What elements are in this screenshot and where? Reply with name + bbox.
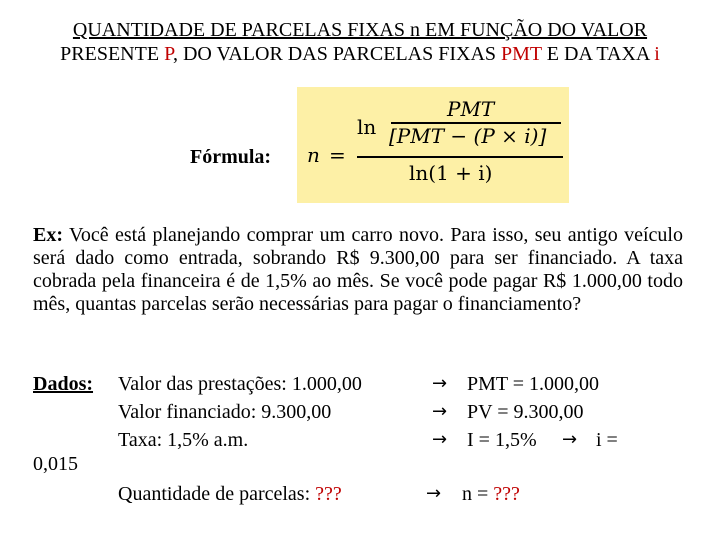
arrow-icon: → <box>432 373 448 394</box>
arrow-icon: → <box>432 401 448 422</box>
n-result <box>462 482 520 506</box>
slide-title <box>0 18 720 66</box>
n-label: n = <box>462 483 494 505</box>
dados-wrap-value: 0,015 <box>33 453 78 475</box>
main-fraction-bar <box>357 156 563 158</box>
quantity-line <box>118 482 342 506</box>
dados-label: Dados: <box>33 373 94 395</box>
example-text: Você está planejando comprar um carro novo. Para isso, seu antigo veículo será dado como entrada, sobrando R$ 9.300,00 para ser financiado. A taxa cobrada pela financeira é de 1,5% ao mês. Se você pode pagar R$ 1.000,00 todo mês, quantas parcelas serão necessárias para pagar o financiamento? <box>33 224 683 315</box>
dados-row-3-desc: Taxa: 1,5% a.m. <box>118 429 249 451</box>
quantity-label: Quantidade de parcelas: <box>118 483 316 505</box>
dados-row-1-desc: Valor das prestações: 1.000,00 <box>118 373 362 395</box>
arrow-icon: → <box>426 483 442 504</box>
n-value: ??? <box>493 483 520 505</box>
arrow-icon: → <box>562 429 578 450</box>
dados-row-2-result: PV = 9.300,00 <box>467 401 584 423</box>
dados-row-3-extra: i = <box>596 429 618 451</box>
dados-row-1-result: PMT = 1.000,00 <box>467 373 600 395</box>
formula-box <box>297 87 569 203</box>
formula-bracket-expression: [PMT − (P × i)] <box>389 124 547 148</box>
quantity-value: ??? <box>315 483 342 505</box>
formula-denominator: ln(1 + i) <box>409 161 493 185</box>
formula-pmt-numerator: PMT <box>447 97 495 121</box>
formula-n: n <box>307 143 320 167</box>
dados-row-2-desc: Valor financiado: 9.300,00 <box>118 401 332 423</box>
title-line-1: QUANTIDADE DE PARCELAS FIXAS n EM FUNÇÃO DO VALOR <box>72 19 648 41</box>
arrow-icon: → <box>432 429 448 450</box>
dados-row-3-result: I = 1,5% <box>467 429 537 451</box>
example-paragraph <box>33 224 683 316</box>
title-line-2: PRESENTE P, DO VALOR DAS PARCELAS FIXAS PMT E DA TAXA i <box>60 43 660 65</box>
formula-label: Fórmula: <box>190 146 272 168</box>
formula-ln: ln <box>357 115 377 139</box>
example-label: Ex: <box>33 224 63 246</box>
formula-equals: = <box>329 143 346 167</box>
